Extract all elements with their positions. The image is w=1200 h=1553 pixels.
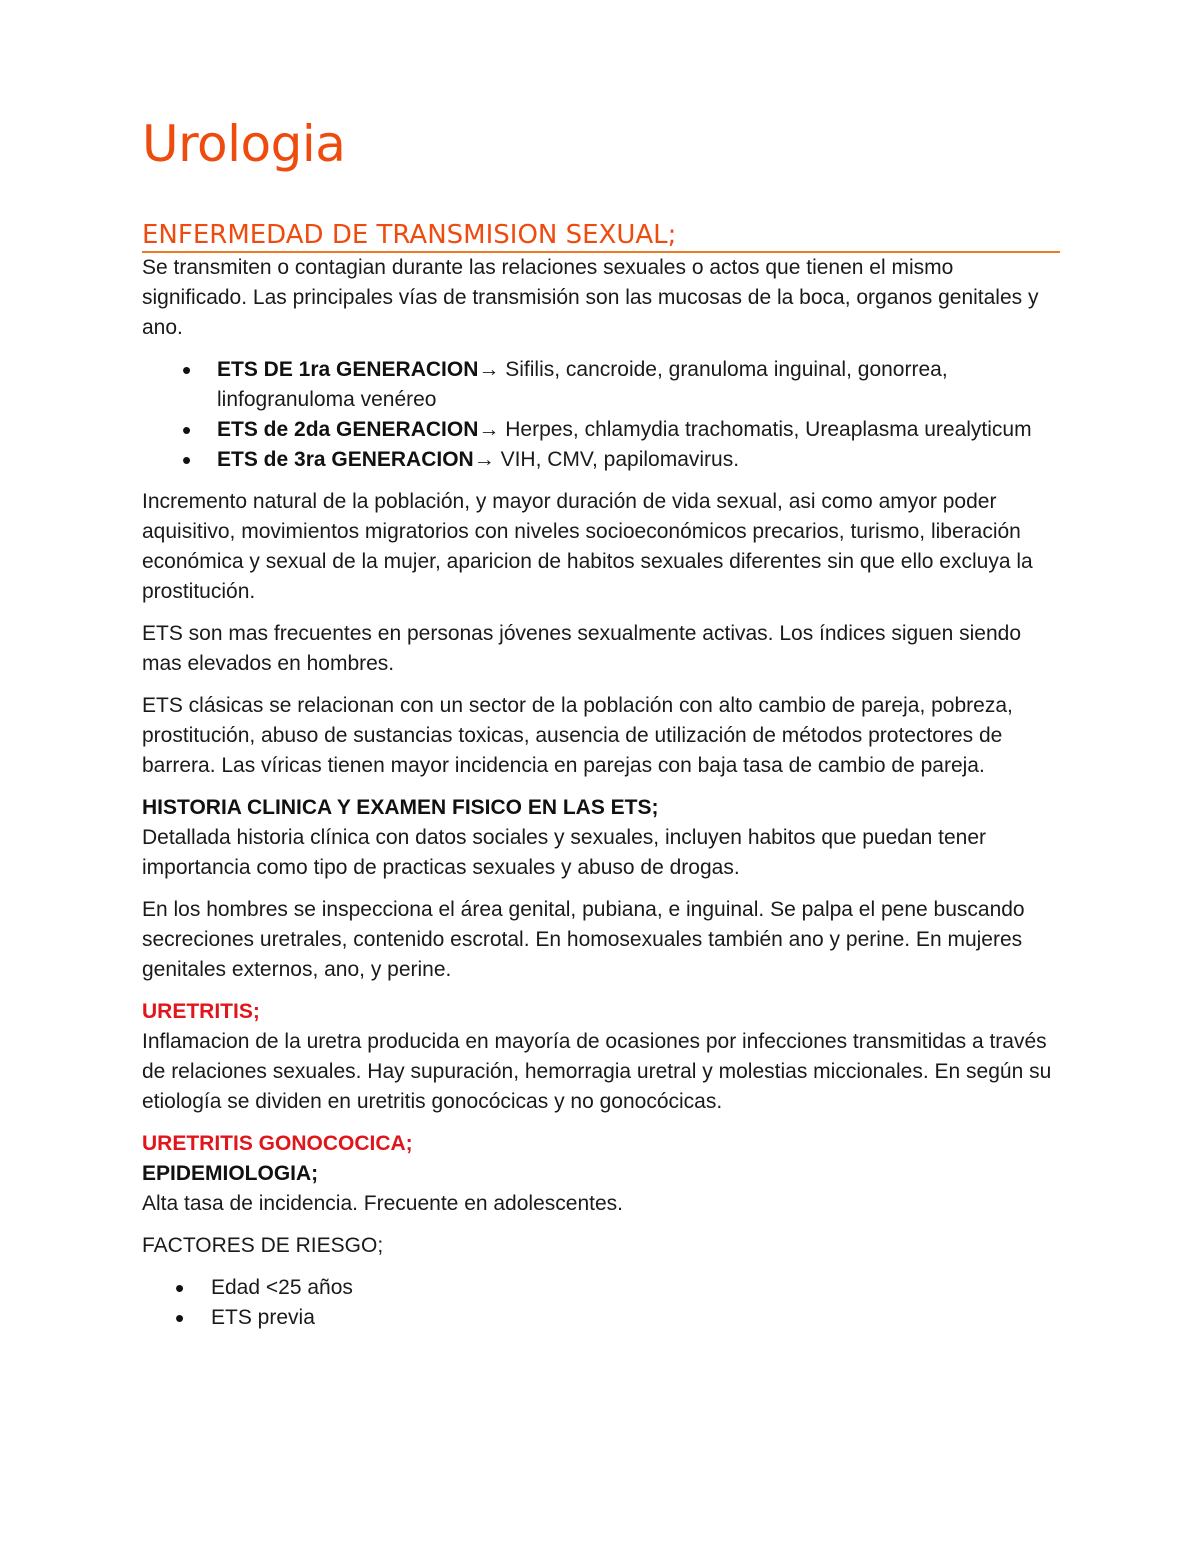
risk-factors-heading: FACTORES DE RIESGO; bbox=[142, 1234, 384, 1257]
section-heading-uretritis: URETRITIS; bbox=[142, 1000, 260, 1023]
document-content bbox=[142, 219, 1060, 1345]
list-item: • Edad <25 años bbox=[142, 1273, 1060, 1303]
section-heading-history: HISTORIA CLINICA Y EXAMEN FISICO EN LAS ETS; bbox=[142, 796, 659, 819]
epidemiology-paragraph: Alta tasa de incidencia. Frecuente en adolescentes. bbox=[142, 1192, 623, 1215]
subheading-epidemiologia: EPIDEMIOLOGIA; bbox=[142, 1162, 319, 1185]
exam-paragraph: En los hombres se inspecciona el área genital, pubiana, e inguinal. Se palpa el pene buscando secreciones uretrales, contenido escrotal. En homosexuales también ano y perine. En mujeres genitales externos, ano, y perine. bbox=[142, 898, 1025, 981]
list-item-label: ETS de 2da GENERACION bbox=[217, 418, 479, 441]
list-item bbox=[142, 355, 1060, 415]
arrow-icon: → bbox=[473, 448, 495, 471]
list-item bbox=[142, 415, 1060, 445]
list-item: • ETS previa bbox=[142, 1303, 1060, 1333]
list-item-text: Sifilis, cancroide, granuloma inguinal, gonorrea, linfogranuloma venéreo bbox=[217, 358, 948, 411]
list-item-text: Herpes, chlamydia trachomatis, Ureaplasma urealyticum bbox=[499, 418, 1032, 441]
frequency-paragraph: ETS son mas frecuentes en personas jóvenes sexualmente activas. Los índices siguen siendo mas elevados en hombres. bbox=[142, 622, 1021, 675]
ets-generation-list bbox=[142, 355, 1060, 475]
arrow-icon: → bbox=[478, 358, 500, 381]
list-item-text: VIH, CMV, papilomavirus. bbox=[494, 448, 740, 471]
classic-ets-paragraph: ETS clásicas se relacionan con un sector de la población con alto cambio de pareja, pobreza, prostitución, abuso de sustancias toxicas, ausencia de utilización de métodos protectores de barrera. Las víricas tienen mayor incidencia en parejas con baja tasa de cambio de pareja. bbox=[142, 694, 1013, 777]
document-title: Urologia bbox=[142, 115, 346, 173]
list-item-label: ETS DE 1ra GENERACION bbox=[217, 358, 479, 381]
risk-factors-list bbox=[142, 1273, 1060, 1333]
uretritis-paragraph: Inflamacion de la uretra producida en mayoría de ocasiones por infecciones transmitidas a través de relaciones sexuales. Hay supuración, hemorragia uretral y molestias miccionales. En según su etiología se dividen en uretritis gonocócicas y no gonocócicas. bbox=[142, 1030, 1052, 1113]
section-heading-gonococica: URETRITIS GONOCOCICA; bbox=[142, 1132, 413, 1155]
ets-intro-paragraph: Se transmiten o contagian durante las relaciones sexuales o actos que tienen el mismo significado. Las principales vías de transmisión son las mucosas de la boca, organos genitales y ano. bbox=[142, 256, 1039, 339]
list-item-label: ETS de 3ra GENERACION bbox=[217, 448, 474, 471]
section-heading-ets: ENFERMEDAD DE TRANSMISION SEXUAL; bbox=[142, 219, 1060, 253]
history-paragraph: Detallada historia clínica con datos sociales y sexuales, incluyen habitos que puedan tener importancia como tipo de practicas sexuales y abuso de drogas. bbox=[142, 826, 987, 879]
population-paragraph: Incremento natural de la población, y mayor duración de vida sexual, asi como amyor poder aquisitivo, movimientos migratorios con niveles socioeconómicos precarios, turismo, liberación económica y sexual de la mujer, aparicion de habitos sexuales diferentes sin que ello excluya la prostitución. bbox=[142, 490, 1033, 603]
arrow-icon: → bbox=[478, 418, 500, 441]
list-item bbox=[142, 445, 1060, 475]
